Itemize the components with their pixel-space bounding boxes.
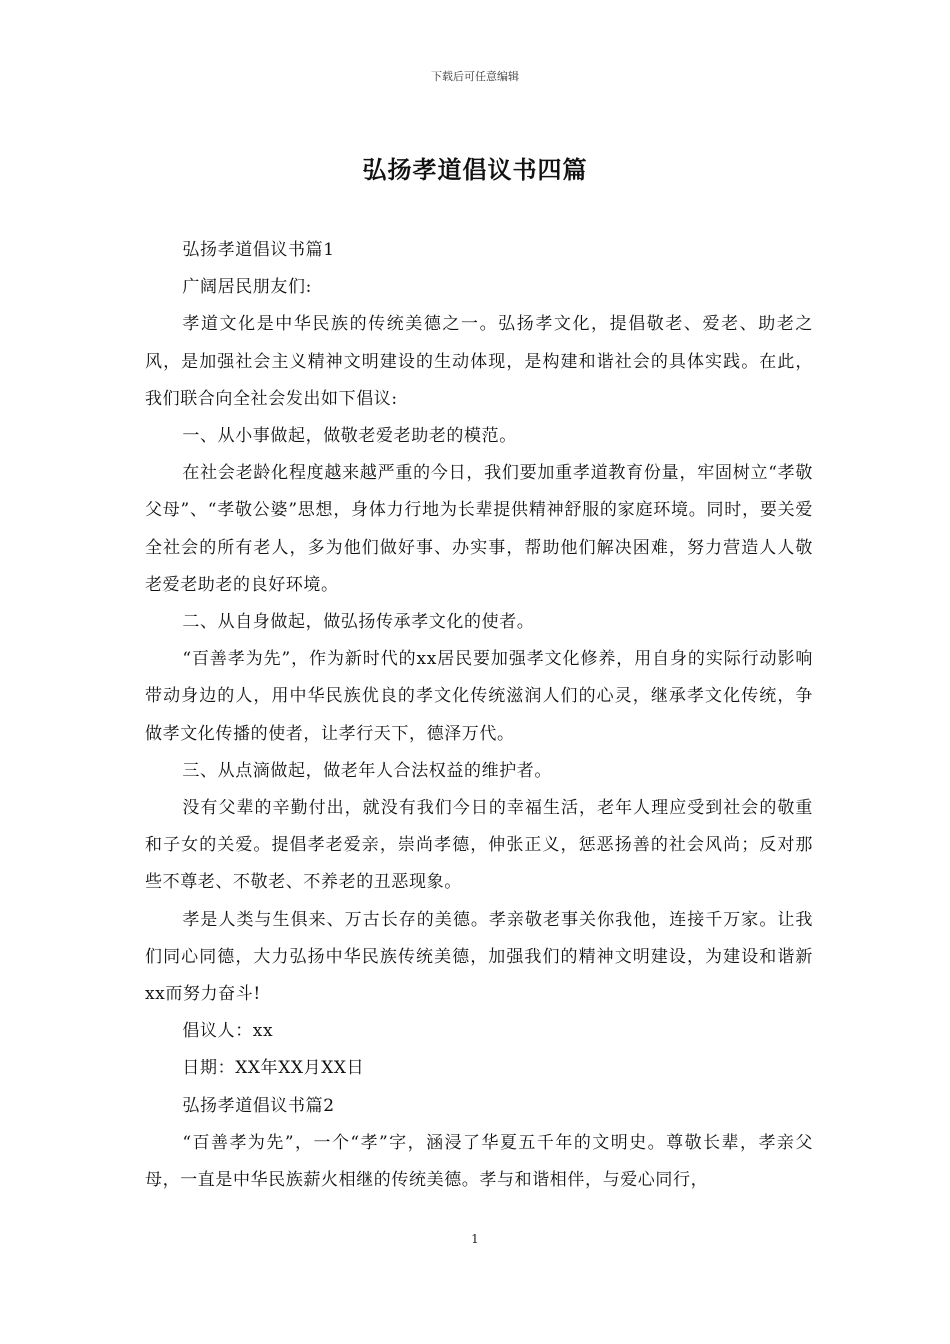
proposal-heading-2: 二、从自身做起，做弘扬传承孝文化的使者。 (182, 612, 535, 633)
proposal-heading-3: 三、从点滴做起，做老年人合法权益的维护者。 (182, 760, 552, 781)
paragraph-section-2-intro: “百善孝为先”，一个“孝”字，涵浸了华夏五千年的文明史。尊敬长辈，孝亲父母，一直是中华民族薪火相继的传统美德。孝与和谐相伴，与爱心同行， (145, 1132, 813, 1191)
salutation: 广阔居民朋友们: (182, 277, 312, 298)
page-number: 1 (471, 1232, 479, 1246)
date-line: 日期：XX年XX月XX日 (182, 1058, 365, 1079)
paragraph-intro: 孝道文化是中华民族的传统美德之一。弘扬孝文化，提倡敬老、爱老、助老之风，是加强社会主义精神文明建设的生动体现，是构建和谐社会的具体实践。在此，我们联合向全社会发出如下倡议: (145, 314, 813, 409)
document-title: 弘扬孝道倡议书四篇 (362, 155, 588, 184)
signature-line: 倡议人：xx (182, 1021, 274, 1042)
section-heading-2: 弘扬孝道倡议书篇2 (182, 1095, 335, 1116)
paragraph-conclusion: 孝是人类与生俱来、万古长存的美德。孝亲敬老事关你我他，连接千万家。让我们同心同德，大力弘扬中华民族传统美德，加强我们的精神文明建设，为建设和谐新xx而努力奋斗! (145, 909, 813, 1005)
paragraph-proposal-1: 在社会老龄化程度越来越严重的今日，我们要加重孝道教育份量，牢固树立“孝敬父母”、“孝敬公婆”思想，身体力行地为长辈提供精神舒服的家庭环境。同时，要关爱全社会的所有老人，多为他们做好事、办实事，帮助他们解决困难，努力营造人人敬老爱老助老的良好环境。 (145, 463, 813, 595)
paragraph-proposal-2: “百善孝为先”，作为新时代的xx居民要加强孝文化修养，用自身的实际行动影响带动身边的人，用中华民族优良的孝文化传统滋润人们的心灵，继承孝文化传统，争做孝文化传播的使者，让孝行天下，德泽万代。 (145, 649, 813, 744)
header-note: 下载后可任意编辑 (431, 70, 519, 83)
section-heading-1: 弘扬孝道倡议书篇1 (182, 240, 335, 260)
paragraph-proposal-3: 没有父辈的辛勤付出，就没有我们今日的幸福生活，老年人理应受到社会的敬重和子女的关爱。提倡孝老爱亲，崇尚孝德，伸张正义，惩恶扬善的社会风尚；反对那些不尊老、不敬老、不养老的丑恶现象。 (145, 798, 813, 893)
proposal-heading-1: 一、从小事做起，做敬老爱老助老的模范。 (182, 426, 517, 447)
document-body (145, 232, 813, 1199)
